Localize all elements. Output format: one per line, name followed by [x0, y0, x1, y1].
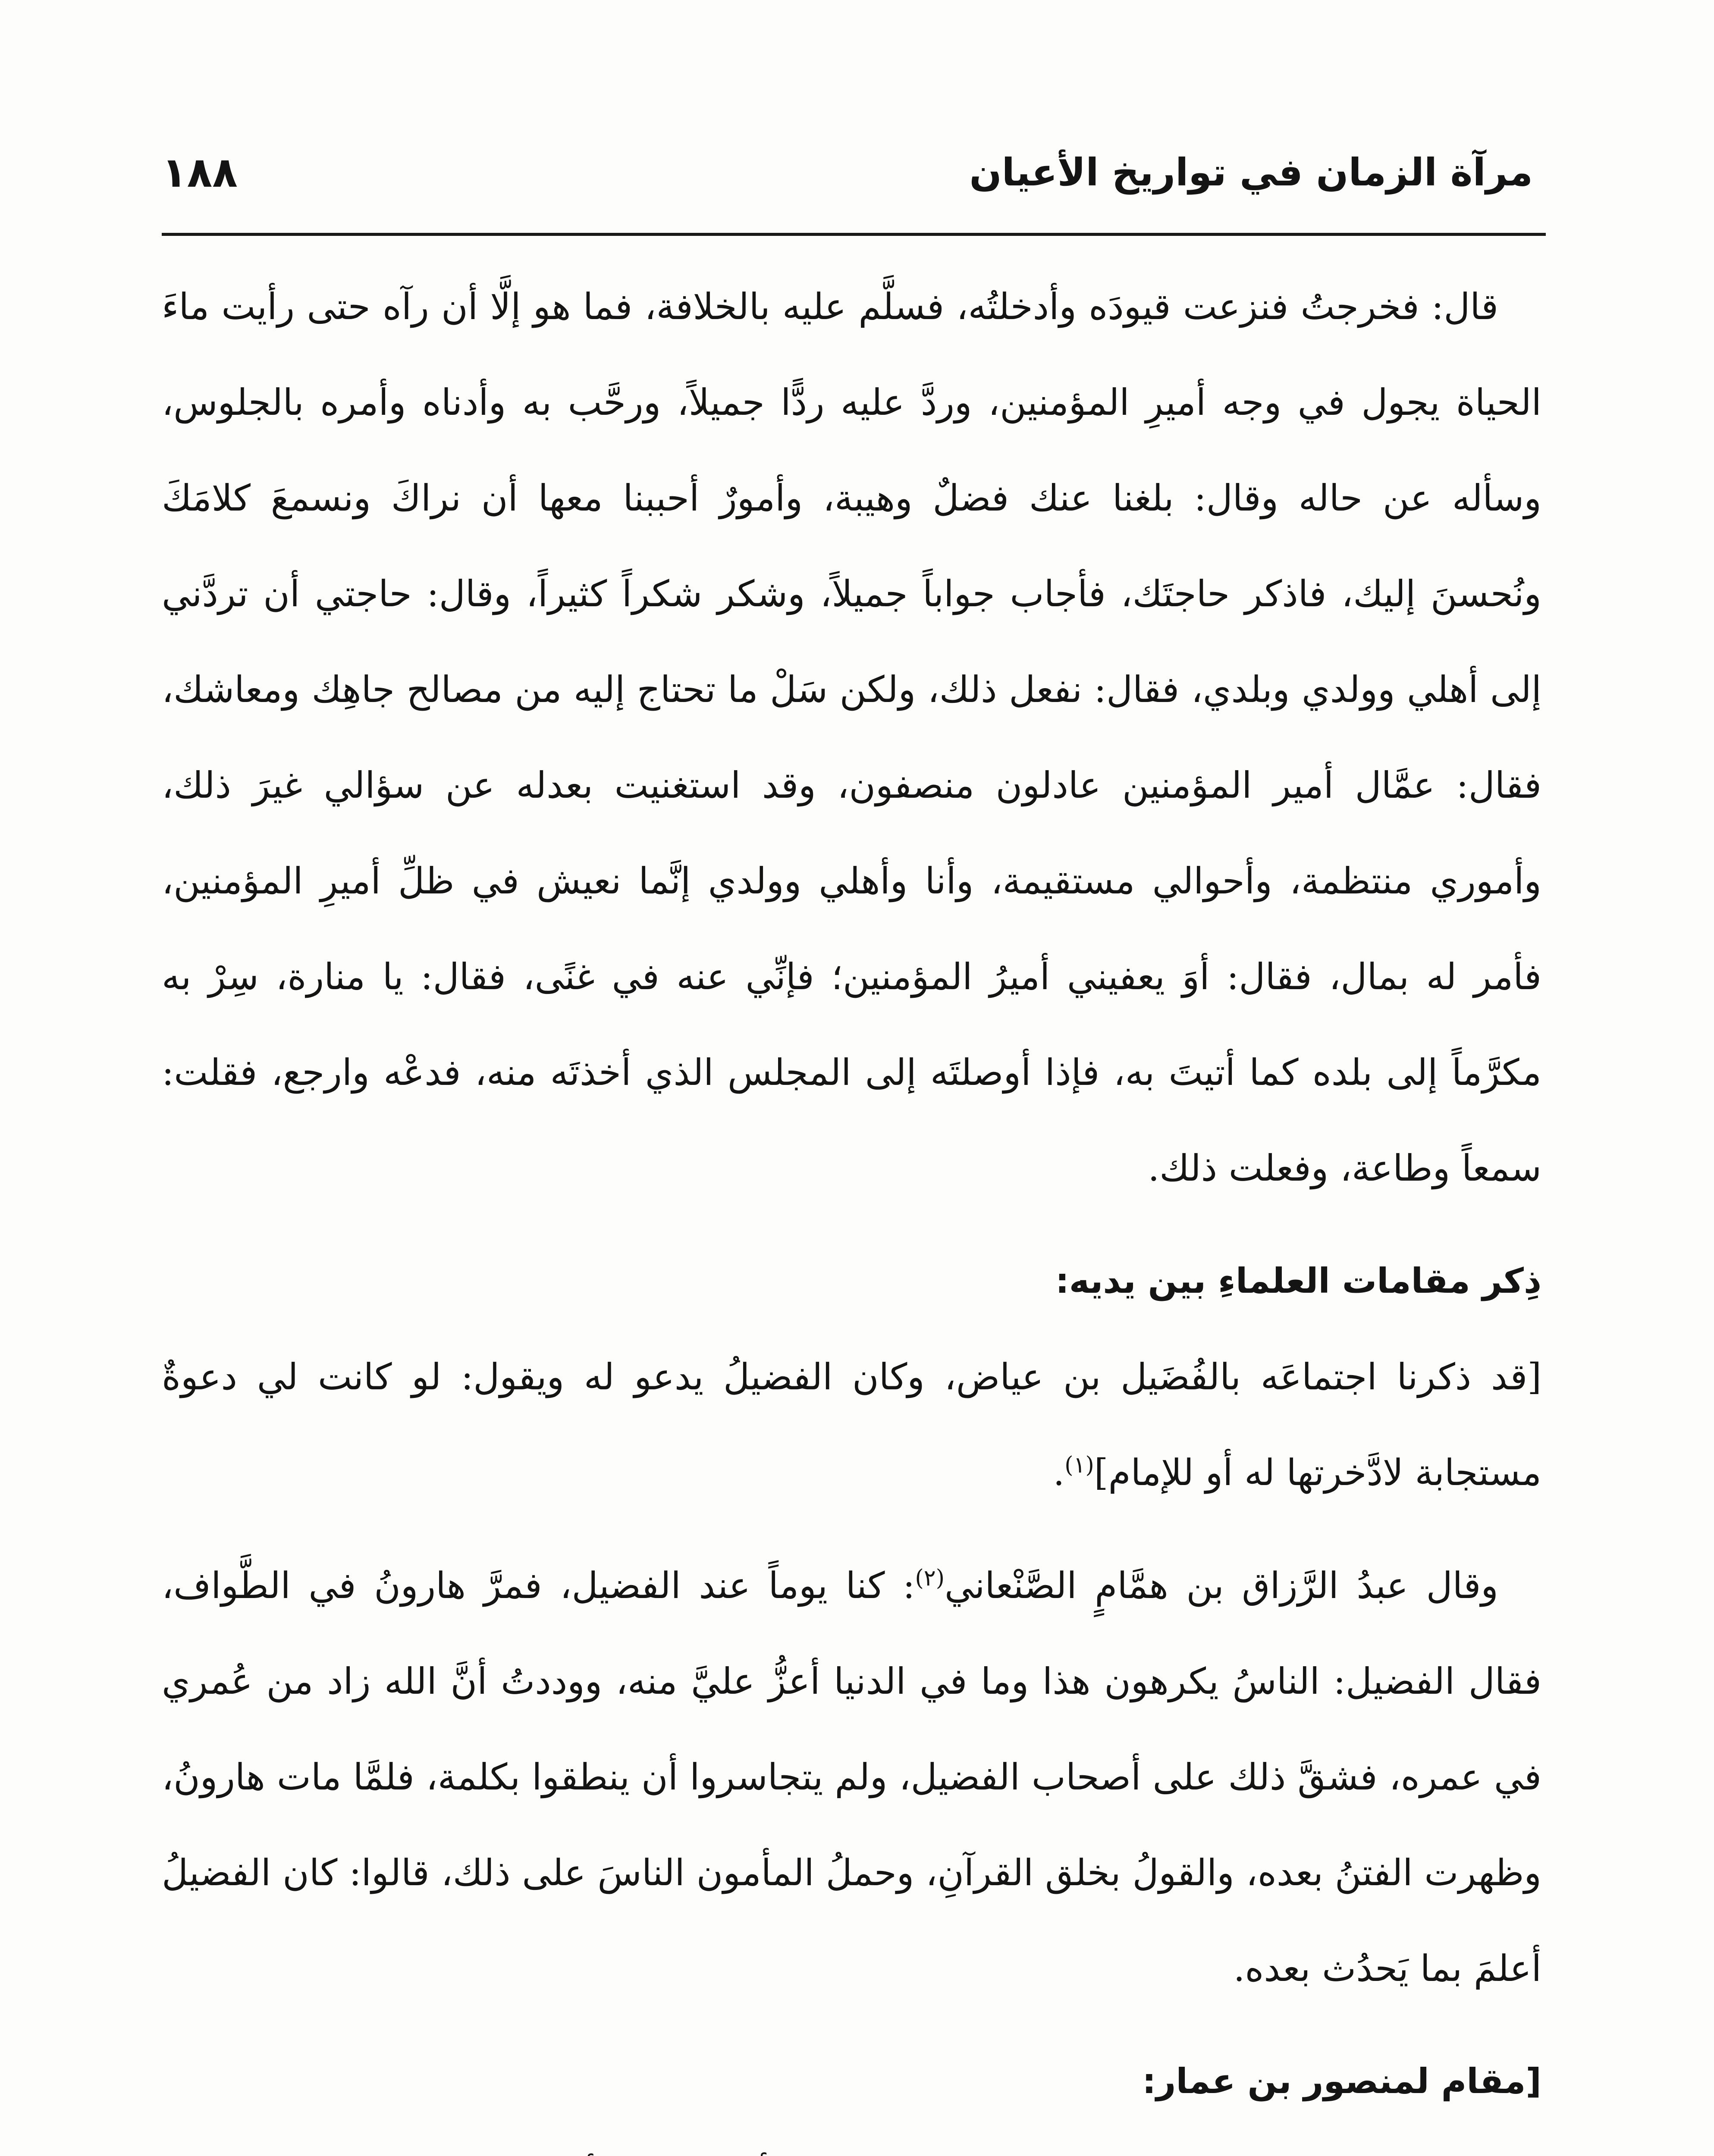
header-rule: [162, 233, 1546, 236]
paragraph-3: [162, 1538, 1541, 2016]
paragraph-2-text: [قد ذكرنا اجتماعَه بالفُضَيل بن عياض، وكان الفضيلُ يدعو له ويقول: لو كانت لي دعوةٌ مستجابة لادَّخرتها له أو للإمام]: [162, 1356, 1541, 1494]
paragraph-1: قال: فخرجتُ فنزعت قيودَه وأدخلتُه، فسلَّم عليه بالخلافة، فما هو إلَّا أن رآه حتى رأيت ماءَ الحياة يجول في وجه أميرِ المؤمنين، وردَّ عليه ردًّا جميلاً، ورحَّب به وأدناه وأمره بالجلوس، وسأله عن حاله وقال: بلغنا عنك فضلٌ وهيبة، وأمورٌ أحببنا معها أن نراكَ ونسمعَ كلامَكَ ونُحسنَ إليك، فاذكر حاجتَك، فأجاب جواباً جميلاً، وشكر شكراً كثيراً، وقال: حاجتي أن تردَّني إلى أهلي وولدي وبلدي، فقال: نفعل ذلك، ولكن سَلْ ما تحتاج إليه من مصالح جاهِك ومعاشك، فقال: عمَّال أمير المؤمنين عادلون منصفون، وقد استغنيت بعدله عن سؤالي غيرَ ذلك، وأموري منتظمة، وأحوالي مستقيمة، وأنا وأهلي وولدي إنَّما نعيش في ظلِّ أميرِ المؤمنين، فأمر له بمال، فقال: أوَ يعفيني أميرُ المؤمنين؛ فإنِّي عنه في غنًى، فقال: يا منارة، سِرْ به مكرَّماً إلى بلده كما أتيتَ به، فإذا أوصلتَه إلى المجلس الذي أخذتَه منه، فدعْه وارجع، فقلت: سمعاً وطاعة، وفعلت ذلك.: [162, 285, 1541, 1189]
page-number: ١٨٨: [162, 148, 238, 197]
running-header: [162, 142, 1533, 203]
section-heading-mansur: [مقام لمنصور بن عمار:: [1142, 2061, 1541, 2101]
footnote-ref-1[interactable]: (١): [1064, 1452, 1094, 1478]
paragraph-3-rest: : كنا يوماً عند الفضيل، فمرَّ هارونُ في الطَّواف، فقال الفضيل: الناسُ يكرهون هذا وما في الدنيا أعزُّ عليَّ منه، ووددتُ أنَّ الله زاد من عُمري في عمره، فشقَّ ذلك على أصحاب الفضيل، ولم يتجاسروا أن ينطقوا بكلمة، فلمَّا مات هارونُ، وظهرت الفتنُ بعده، والقولُ بخلق القرآنِ، وحملُ المأمون الناسَ على ذلك، قالوا: كان الفضيلُ أعلمَ بما يَحدُث بعده.: [162, 1564, 1542, 1990]
section-heading-scholars: ذِكر مقامات العلماءِ بين يديه:: [1055, 1261, 1541, 1301]
paragraph-4: [162, 2129, 1541, 2156]
paragraph-2: [162, 1329, 1541, 1520]
paragraph-2-end: .: [1053, 1451, 1065, 1494]
book-title: مرآة الزمان في تواريخ الأعيان: [969, 150, 1533, 194]
footnote-ref-2[interactable]: (٢): [915, 1565, 945, 1591]
main-text: [162, 259, 1541, 2156]
paragraph-3-start: وقال عبدُ الرَّزاق بن همَّامٍ الصَّنْعاني: [945, 1564, 1498, 1607]
